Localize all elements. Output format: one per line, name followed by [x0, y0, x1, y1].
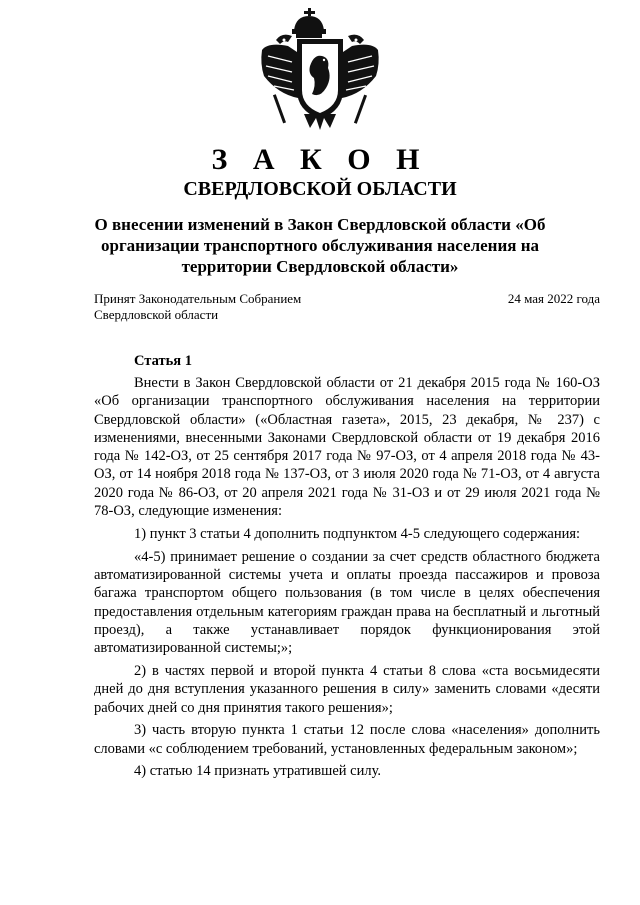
region-title: СВЕРДЛОВСКОЙ ОБЛАСТИ	[183, 178, 457, 200]
article-paragraph: Внести в Закон Свердловской области от 21 декабря 2015 года № 160-ОЗ «Об организации транспортного обслуживания населения на территории Свердловской области» («Областная газета», 2015, 23 декабря, № 237) с изменениями, внесенными Законами Свердловской области от 19 декабря 2016 года № 142-ОЗ, от 25 сентября 2017 года № 97-ОЗ, от 4 апреля 2018 года № 43-ОЗ, от 14 ноября 2018 года № 137-ОЗ, от 3 июля 2020 года № 71-ОЗ, от 4 августа 2020 года № 86-ОЗ, от 20 апреля 2021 года № 31-ОЗ и от 29 июля 2021 года № 78-ОЗ, следующие изменения:	[94, 375, 600, 520]
article-paragraph: 1) пункт 3 статьи 4 дополнить подпунктом 4-5 следующего содержания:	[134, 525, 581, 542]
article-paragraph: 3) часть вторую пункта 1 статьи 12 после слова «населения» дополнить словами «с соблюдением требований, установленных федеральным законом»;	[94, 722, 600, 757]
article-paragraph: 4) статью 14 признать утратившей силу.	[134, 763, 381, 780]
article-body	[94, 374, 600, 785]
adoption-date: 24 мая 2022 года	[507, 291, 600, 306]
adoption-body-line2: Свердловской области	[94, 307, 219, 322]
coat-of-arms-icon	[258, 6, 382, 136]
law-title: З А К О Н	[211, 143, 429, 176]
adoption-body-line1: Принят Законодательным Собранием	[94, 291, 302, 306]
article-heading: Статья 1	[134, 353, 192, 369]
law-subject: О внесении изменений в Закон Свердловской области «Об организации транспортного обслуживания населения на территории Свердловской области»	[94, 215, 546, 276]
article-paragraph: «4-5) принимает решение о создании за счет средств областного бюджета автоматизированной системы учета и оплаты проезда пассажиров и провоза багажа транспортом общего пользования (в том числе в целях обеспечения предоставления отдельным категориям граждан права на бесплатный и льготный проезд), а также устанавливает порядок функционирования этой автоматизированной системы;»;	[94, 548, 600, 657]
article-paragraph: 2) в частях первой и второй пункта 4 статьи 8 слова «ста восьмидесяти дней до дня вступления указанного решения в силу» заменить словами «десяти рабочих дней со дня принятия такого решения»;	[94, 662, 600, 716]
adoption-body	[94, 291, 301, 323]
